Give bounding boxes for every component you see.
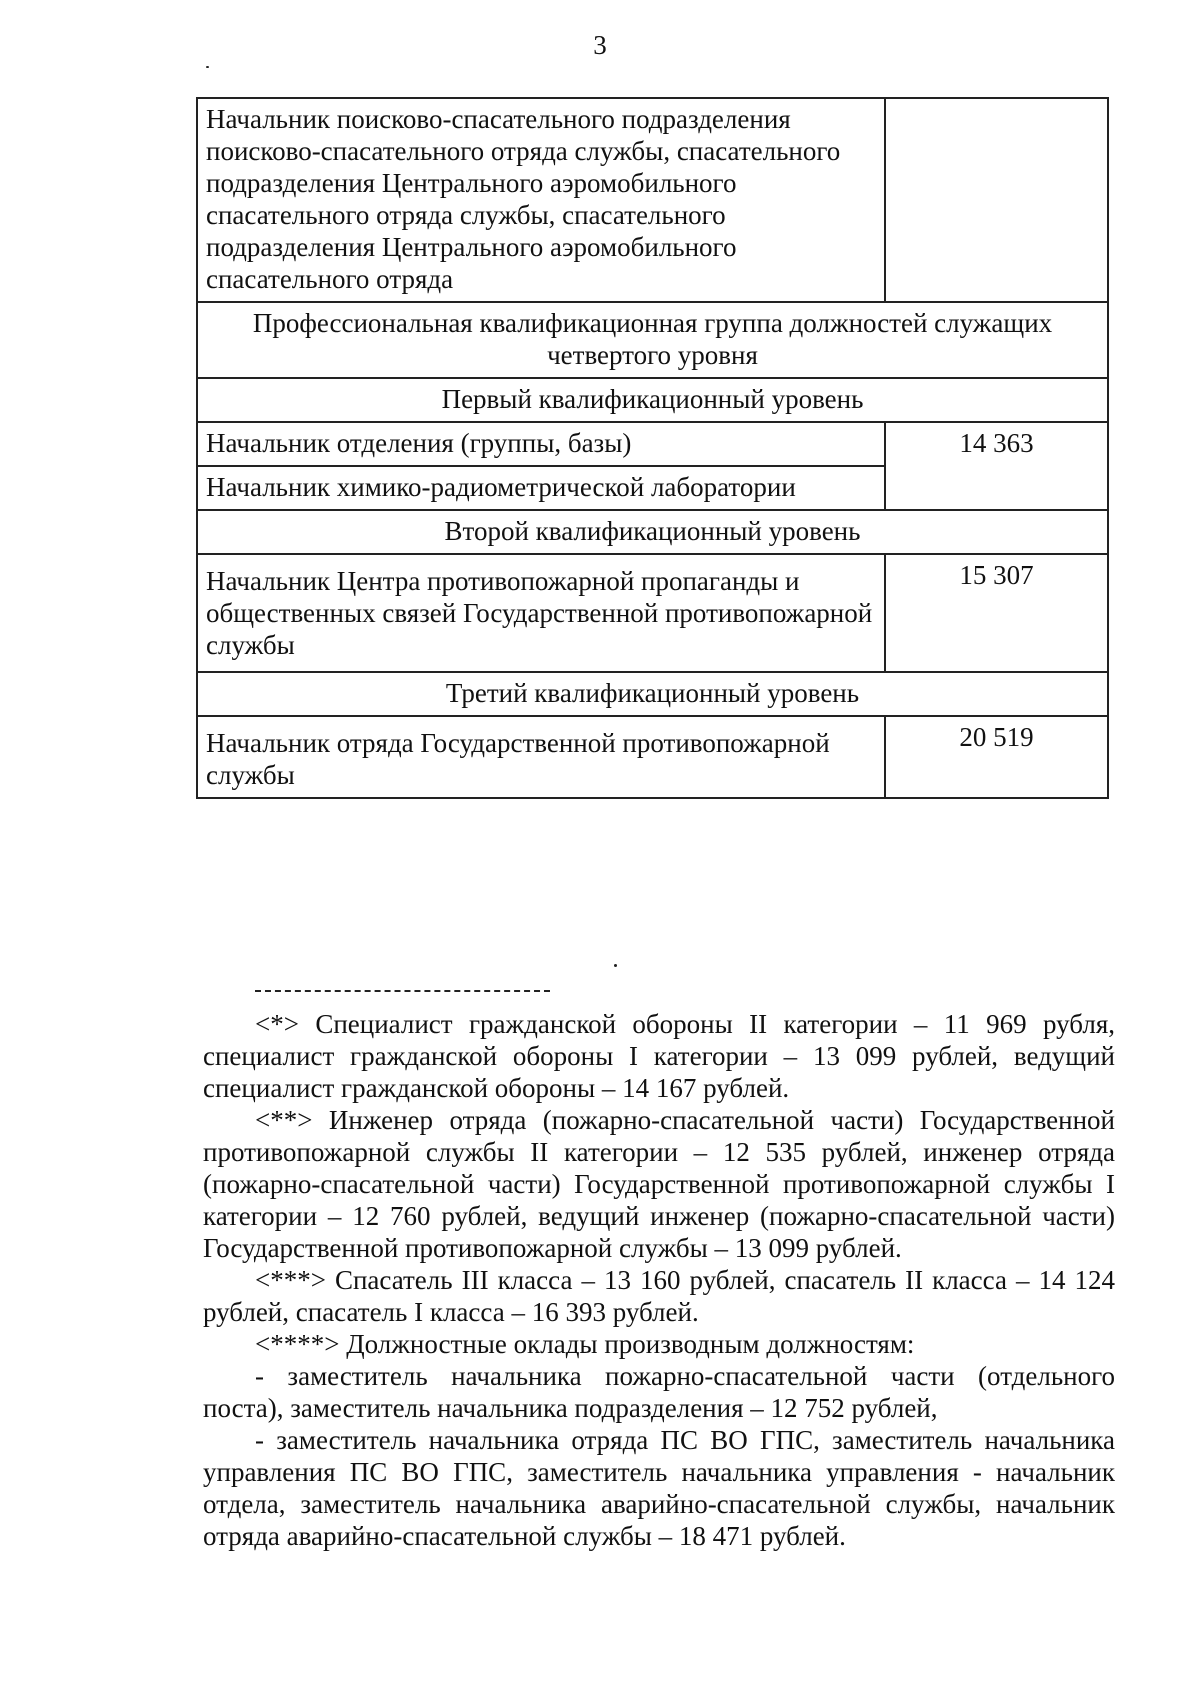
page-number: 3: [593, 30, 607, 60]
table-row: [197, 716, 1108, 798]
table-row: [197, 98, 1108, 302]
position-cell: Начальник Центра противопожарной пропаганды и общественных связей Государственной противопожарной службы: [197, 554, 885, 672]
position-cell: Начальник поисково-спасательного подразделения поисково-спасательного отряда службы, спасательного подразделения Центрального аэромобильного спасательного отряда службы, спасательного подразделения Центрального аэромобильного спасательного отряда: [197, 98, 885, 302]
table-row: [197, 302, 1108, 378]
position-cell: Начальник отделения (группы, базы): [197, 422, 885, 466]
table-row: [197, 378, 1108, 422]
scan-speck: [614, 964, 617, 967]
salary-table: [196, 97, 1109, 799]
level-heading: Первый квалификационный уровень: [197, 378, 1108, 422]
table-row: [197, 672, 1108, 716]
table-row: [197, 554, 1108, 672]
salary-cell: 20 519: [885, 716, 1108, 798]
level-heading: Третий квалификационный уровень: [197, 672, 1108, 716]
footnote: - заместитель начальника отряда ПС ВО ГПС, заместитель начальника управления ПС ВО ГПС, заместитель начальника управления - начальник отдела, заместитель начальника аварийно-спасательной службы, начальник отряда аварийно-спасательной службы – 18 471 рублей.: [203, 1425, 1115, 1551]
table-row: [197, 510, 1108, 554]
salary-cell: [885, 98, 1108, 302]
footnote: <***> Спасатель III класса – 13 160 рублей, спасатель II класса – 14 124 рублей, спасатель I класса – 16 393 рублей.: [203, 1265, 1115, 1327]
footnote: <****> Должностные оклады производным должностям:: [255, 1329, 915, 1359]
position-cell: Начальник химико-радиометрической лаборатории: [197, 466, 885, 510]
salary-cell: 14 363: [885, 422, 1108, 510]
group-heading: Профессиональная квалификационная группа должностей служащих четвертого уровня: [197, 302, 1108, 378]
salary-cell: 15 307: [885, 554, 1108, 672]
scan-speck: [206, 66, 209, 68]
footnote: <*> Специалист гражданской обороны II категории – 11 969 рубля, специалист гражданской обороны I категории – 13 099 рублей, ведущий специалист гражданской обороны – 14 167 рублей.: [203, 1009, 1115, 1103]
footnotes: [203, 1008, 1115, 1552]
footnote-separator: [255, 990, 550, 992]
footnote: <**> Инженер отряда (пожарно-спасательной части) Государственной противопожарной службы II категории – 12 535 рублей, инженер отряда (пожарно-спасательной части) Государственной противопожарной службы I категории – 12 760 рублей, ведущий инженер (пожарно-спасательной части) Государственной противопожарной службы – 13 099 рублей.: [203, 1105, 1115, 1263]
table-row: [197, 422, 1108, 466]
footnote: - заместитель начальника пожарно-спасательной части (отдельного поста), заместитель начальника подразделения – 12 752 рублей,: [203, 1361, 1115, 1423]
position-cell: Начальник отряда Государственной противопожарной службы: [197, 716, 885, 798]
level-heading: Второй квалификационный уровень: [197, 510, 1108, 554]
